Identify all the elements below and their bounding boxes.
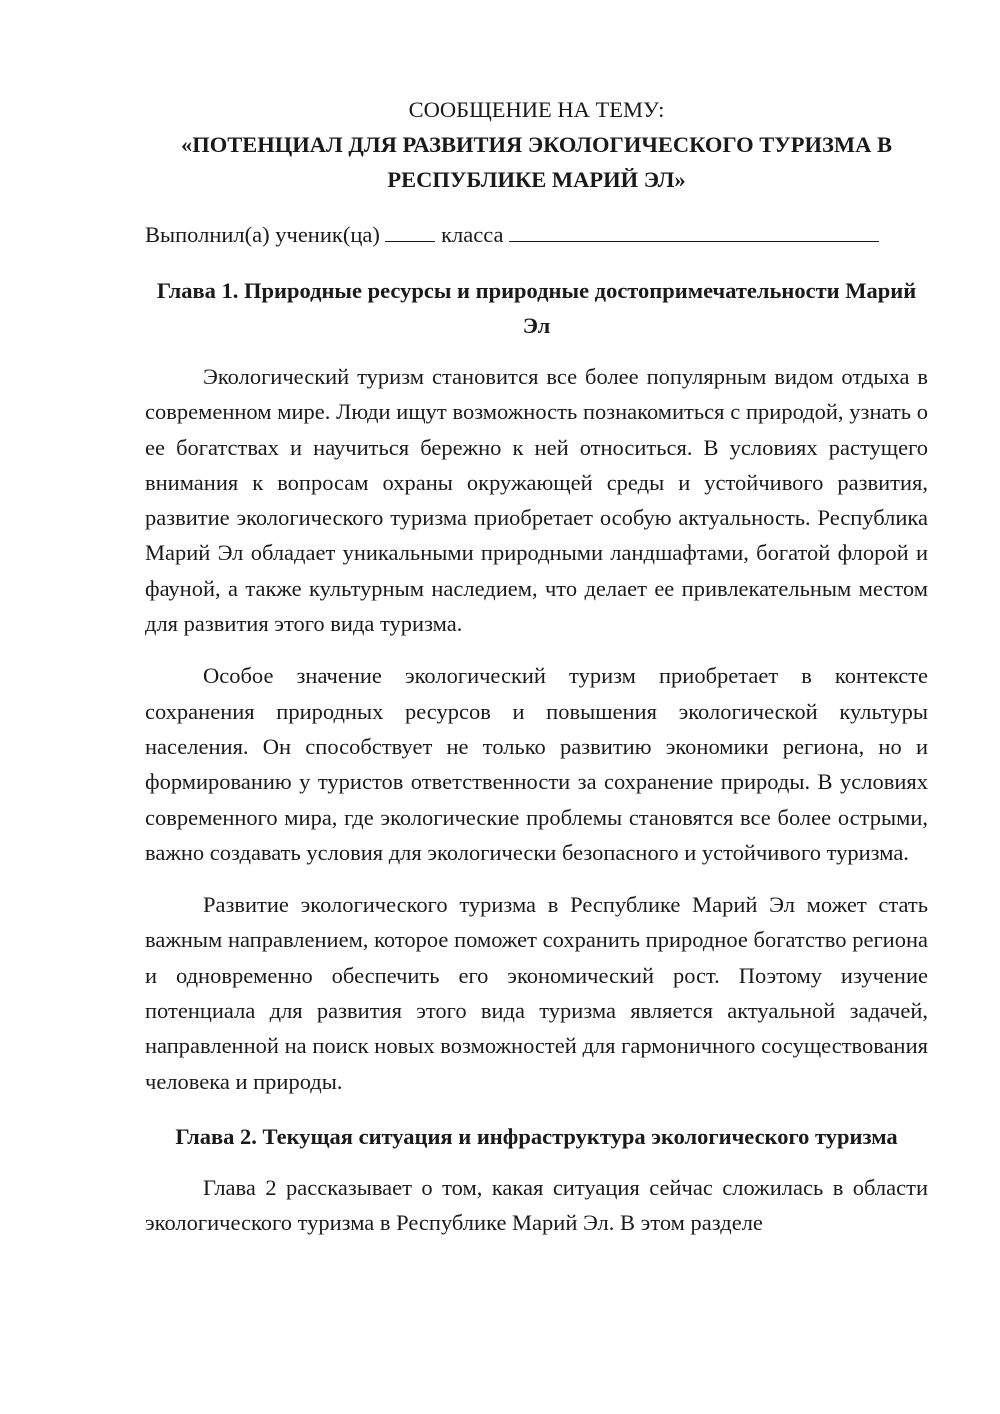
document-page — [145, 92, 928, 1241]
author-class-label: класса — [441, 222, 504, 247]
chapter-1-paragraph-3: Развитие экологического туризма в Республике Марий Эл может стать важным направлением, которое поможет сохранить природное богатство региона и одновременно обеспечить его экономический рост. Поэтому изучение потенциала для развития этого вида туризма является актуальной задачей, направленной на поиск новых возможностей для гармоничного сосуществования человека и природы. — [145, 892, 928, 1094]
chapter-1-paragraph-2: Особое значение экологический туризм приобретает в контексте сохранения природных ресурсов и повышения экологической культуры населения. Он способствует не только развитию экономики региона, но и формированию у туристов ответственности за сохранение природы. В условиях современного мира, где экологические проблемы становятся все более острыми, важно создавать условия для экологически безопасного и устойчивого туризма. — [145, 663, 928, 865]
student-name-blank — [509, 217, 879, 242]
report-topic: «ПОТЕНЦИАЛ ДЛЯ РАЗВИТИЯ ЭКОЛОГИЧЕСКОГО ТУРИЗМА В РЕСПУБЛИКЕ МАРИЙ ЭЛ» — [181, 132, 892, 192]
chapter-2-paragraph-1: Глава 2 рассказывает о том, какая ситуация сейчас сложилась в области экологического туризма в Республике Марий Эл. В этом разделе — [145, 1174, 928, 1236]
author-line — [145, 217, 928, 252]
class-number-blank — [385, 217, 435, 242]
chapter-1-paragraph-1: Экологический туризм становится все более популярным видом отдыха в современном мире. Люди ищут возможность познакомиться с природой, узнать о ее богатствах и научиться бережно к ней относиться. В условиях растущего внимания к вопросам охраны окружающей среды и устойчивого развития, развитие экологического туризма приобретает особую актуальность. Республика Марий Эл обладает уникальными природными ландшафтами, богатой флорой и фауной, а также культурным наследием, что делает ее привлекательным местом для развития этого вида туризма. — [145, 364, 928, 637]
document-header: СООБЩЕНИЕ НА ТЕМУ: — [408, 97, 665, 122]
author-prefix: Выполнил(а) ученик(ца) — [145, 222, 380, 247]
chapter-2-title: Глава 2. Текущая ситуация и инфраструктура экологического туризма — [175, 1123, 898, 1149]
chapter-1-title: Глава 1. Природные ресурсы и природные достопримечательности Марий Эл — [156, 278, 917, 338]
